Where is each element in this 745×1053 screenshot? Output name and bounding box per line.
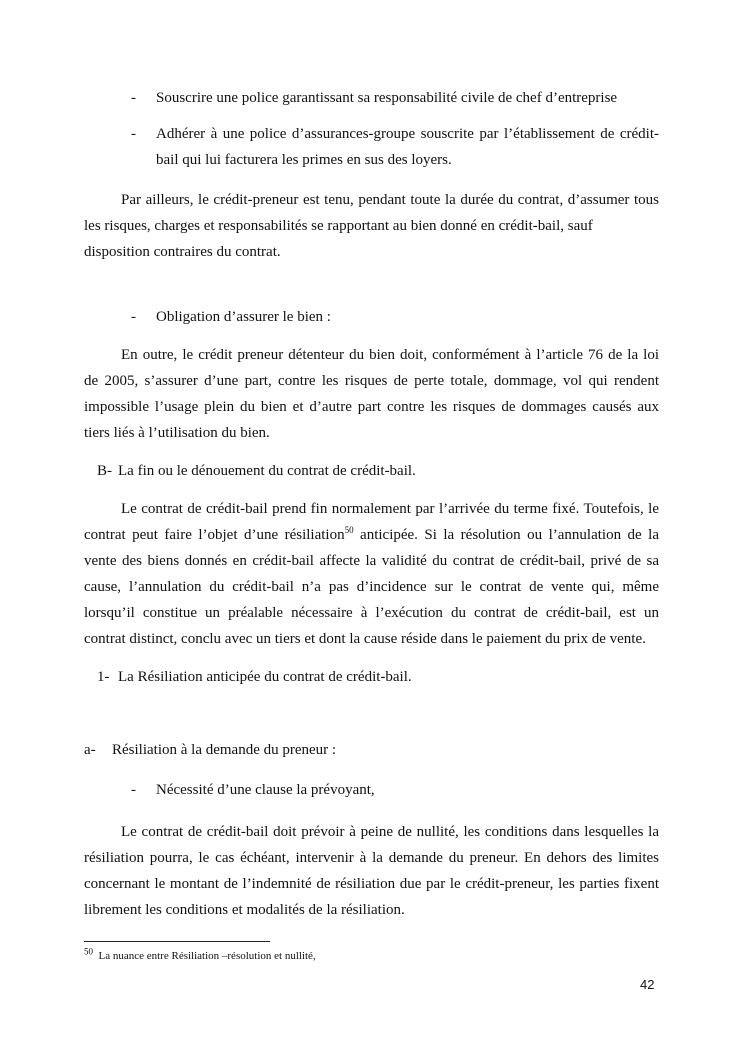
bullet-text: Adhérer à une police d’assurances-groupe souscrite par l’établissement de crédit- — [156, 126, 659, 142]
paragraph-line: disposition contraires du contrat. — [84, 244, 281, 260]
paragraph-line: vente des biens donnés en crédit-bail affecte la validité du contrat de crédit-bail, privé de sa — [84, 553, 659, 569]
paragraph-line: tiers liés à l’utilisation du bien. — [84, 425, 270, 441]
paragraph-line: librement les conditions et modalités de la résiliation. — [84, 902, 405, 918]
bullet-text: bail qui lui facturera les primes en sus des loyers. — [156, 152, 452, 168]
bullet-text: Nécessité d’une clause la prévoyant, — [156, 782, 375, 798]
heading-marker: a- — [84, 742, 96, 758]
bullet-dash: - — [131, 309, 136, 325]
paragraph-line: Le contrat de crédit-bail doit prévoir à peine de nullité, les conditions dans lesquelles la — [121, 824, 659, 840]
bullet-dash: - — [131, 126, 136, 142]
text: anticipée. Si la résolution ou l’annulation de la — [353, 527, 659, 543]
footnote-ref: 50 — [344, 526, 354, 535]
paragraph-line: contrat distinct, conclu avec un tiers et dont la cause réside dans le paiement du prix de vente. — [84, 631, 646, 647]
paragraph-line: de 2005, s’assurer d’une part, contre les risques de perte totale, dommage, vol qui rendent — [84, 373, 659, 389]
paragraph-line: cause, l’annulation du crédit-bail n’a pas d’incidence sur le contrat de vente qui, même — [84, 579, 659, 595]
paragraph-line: impossible l’usage plein du bien et d’autre part contre les risques de dommages causés aux — [84, 399, 659, 415]
footnote-separator — [84, 941, 270, 942]
heading-marker: B- — [97, 463, 112, 479]
bullet-dash: - — [131, 90, 136, 106]
text: contrat peut faire l’objet d’une résiliation — [84, 527, 345, 543]
heading-text: Résiliation à la demande du preneur : — [112, 742, 337, 758]
bullet-text: Souscrire une police garantissant sa responsabilité civile de chef d’entreprise — [156, 90, 618, 106]
paragraph-line: Par ailleurs, le crédit-preneur est tenu, pendant toute la durée du contrat, d’assumer tous — [121, 192, 659, 208]
heading-text: La fin ou le dénouement du contrat de crédit-bail. — [118, 463, 416, 479]
paragraph-line — [84, 526, 659, 544]
paragraph-line: concernant le montant de l’indemnité de résiliation due par le crédit-preneur, les parties fixent — [84, 876, 659, 892]
heading-marker: 1- — [97, 669, 110, 685]
paragraph-line: les risques, charges et responsabilités se rapportant au bien donné en crédit-bail, sauf — [84, 218, 593, 234]
paragraph-line: Le contrat de crédit-bail prend fin normalement par l’arrivée du terme fixé. Toutefois, le — [121, 501, 659, 517]
bullet-dash: - — [131, 782, 136, 798]
footnote-text: La nuance entre Résiliation –résolution et nullité, — [98, 950, 316, 962]
bullet-text: Obligation d’assurer le bien : — [156, 309, 331, 325]
paragraph-line: En outre, le crédit preneur détenteur du bien doit, conformément à l’article 76 de la loi — [121, 347, 659, 363]
paragraph-line: lorsqu’il constitue un préalable nécessaire à l’exécution du contrat de crédit-bail, est un — [84, 605, 659, 621]
footnote-number: 50 — [84, 946, 93, 957]
heading-text: La Résiliation anticipée du contrat de crédit-bail. — [118, 669, 412, 685]
footnote — [84, 946, 316, 963]
page-number: 42 — [640, 977, 655, 992]
paragraph-line: résiliation pourra, le cas échéant, intervenir à la demande du preneur. En dehors des limites — [84, 850, 659, 866]
